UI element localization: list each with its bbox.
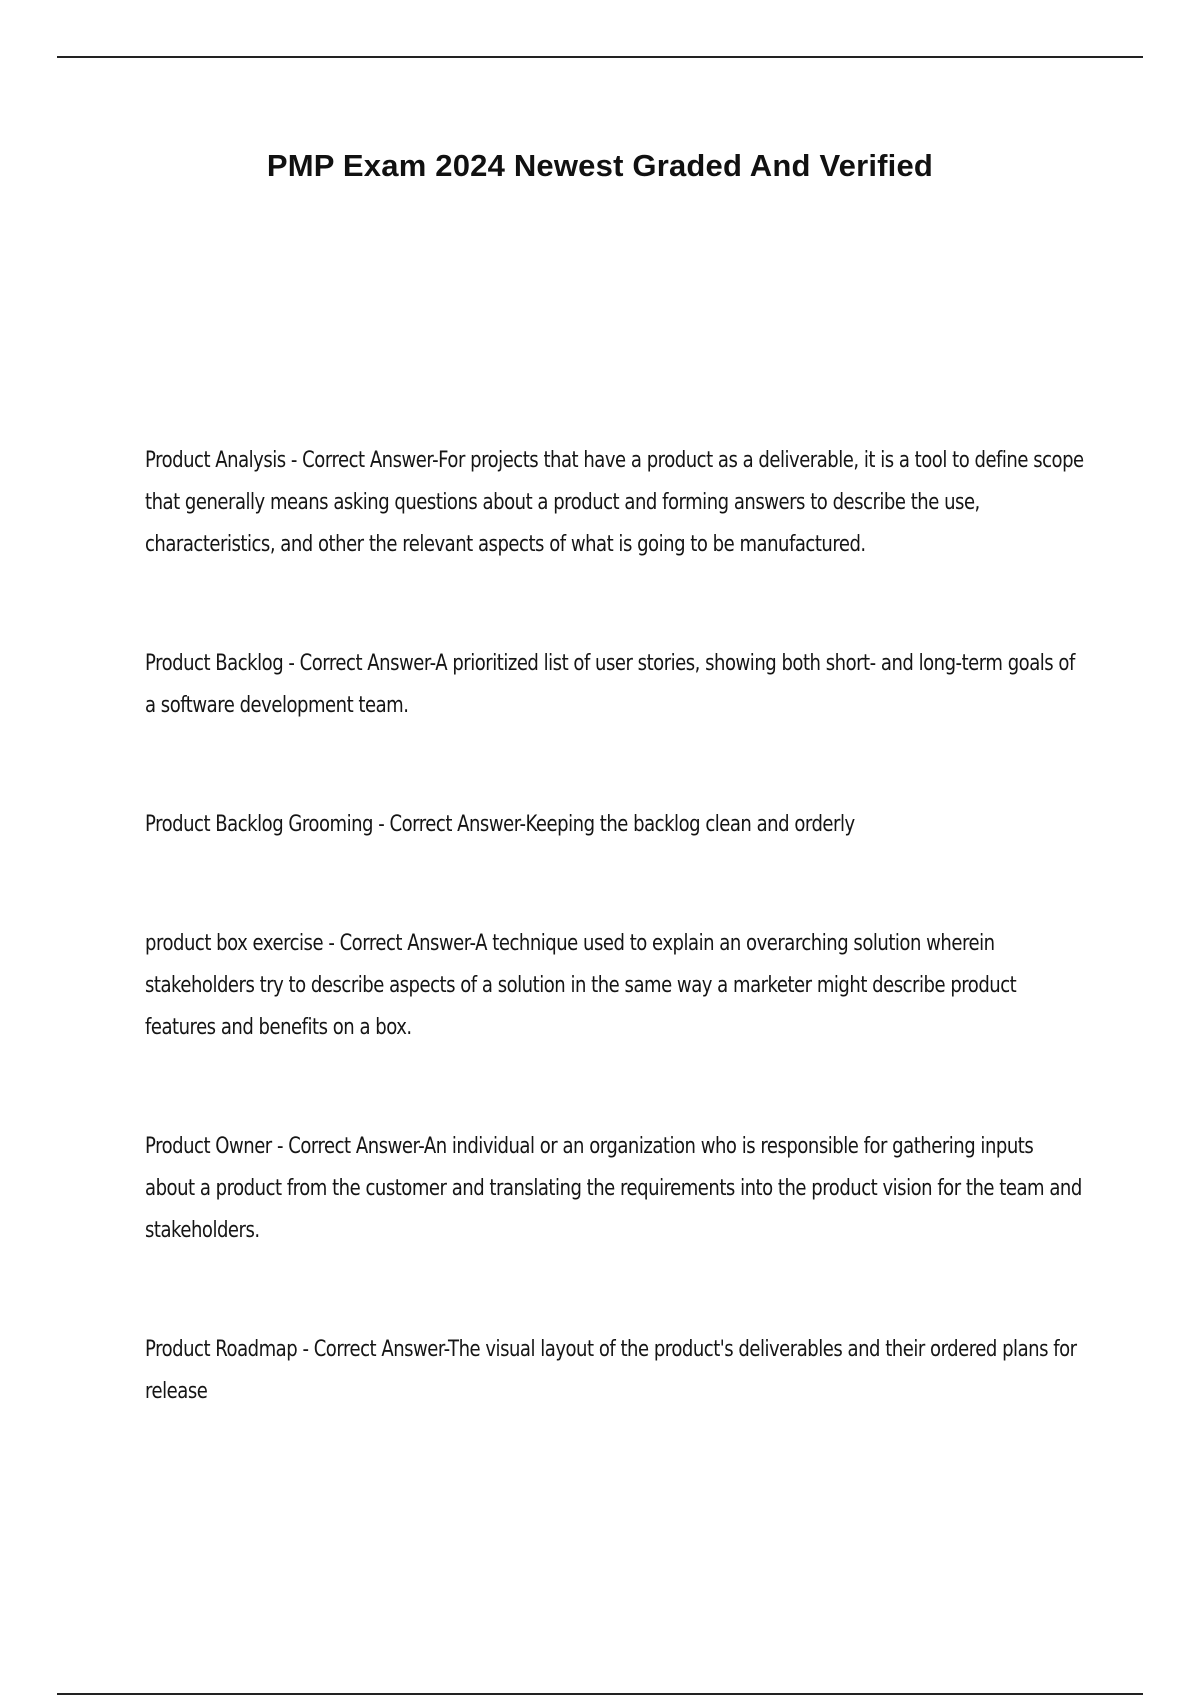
flashcard-entry-product-analysis: Product Analysis - Correct Answer-For projects that have a product as a deliverable, it is a tool to define scope that generally means asking questions about a product and forming answers to describe the use, characteristics, and other the relevant aspects of what is going to be manufactured. xyxy=(145,448,1084,557)
page-title: PMP Exam 2024 Newest Graded And Verified xyxy=(266,148,934,183)
flashcard-entry-product-owner: Product Owner - Correct Answer-An individual or an organization who is responsible for gathering inputs about a product from the customer and translating the requirements into the product vision for the team and stakeholders. xyxy=(145,1134,1082,1243)
flashcard-entry-product-roadmap: Product Roadmap - Correct Answer-The visual layout of the product's deliverables and their ordered plans for release xyxy=(145,1337,1077,1404)
header-divider xyxy=(57,56,1143,58)
flashcard-list xyxy=(145,440,1085,1490)
flashcard-entry-product-backlog: Product Backlog - Correct Answer-A prioritized list of user stories, showing both short- and long-term goals of a software development team. xyxy=(145,651,1075,718)
flashcard-entry-product-backlog-grooming: Product Backlog Grooming - Correct Answer-Keeping the backlog clean and orderly xyxy=(145,812,855,837)
footer-divider xyxy=(57,1693,1143,1695)
flashcard-entry-product-box-exercise: product box exercise - Correct Answer-A technique used to explain an overarching solution wherein stakeholders try to describe aspects of a solution in the same way a marketer might describe product features and benefits on a box. xyxy=(145,931,1017,1040)
